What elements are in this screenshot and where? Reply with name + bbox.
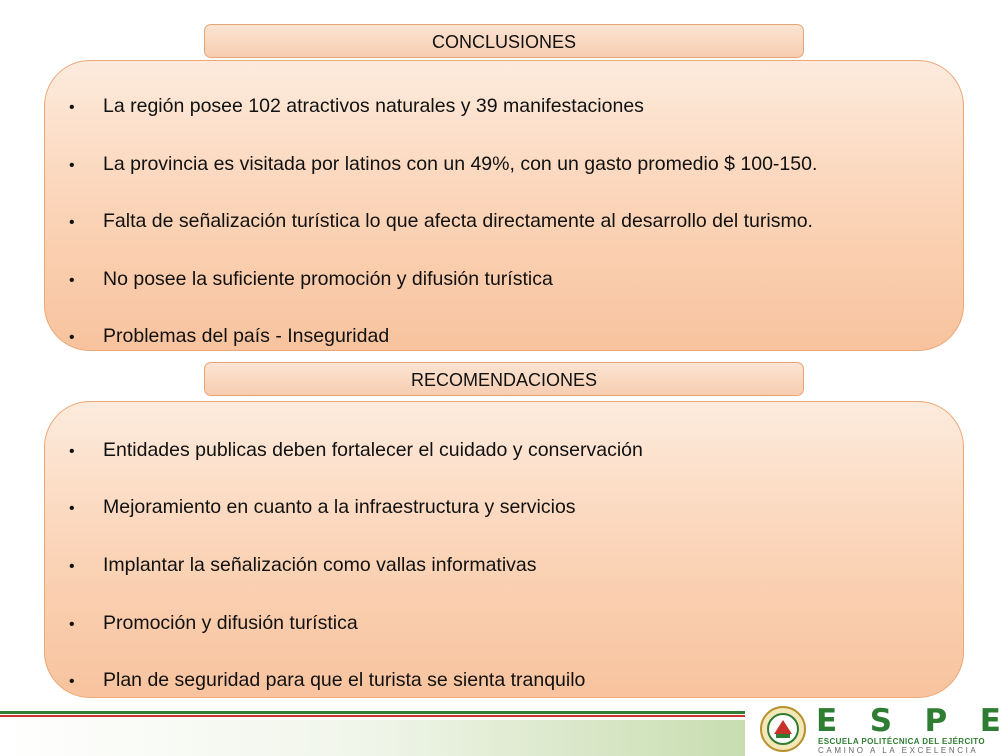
list-item-text: Implantar la señalización como vallas informativas <box>103 554 537 576</box>
bullet: • <box>69 673 75 690</box>
list-item-text: La provincia es visitada por latinos con un 49%, con un gasto promedio $ 100-150. <box>103 153 818 175</box>
footer-band <box>0 720 745 756</box>
recommendations-panel <box>44 401 964 698</box>
espe-institution-name: ESCUELA POLITÉCNICA DEL EJÉRCITO <box>818 737 986 746</box>
list-item <box>69 150 817 178</box>
bullet: • <box>69 272 75 289</box>
list-item <box>69 92 644 120</box>
conclusions-title: CONCLUSIONES <box>204 24 804 58</box>
bullet: • <box>69 616 75 633</box>
espe-motto: CAMINO A LA EXCELENCIA <box>818 746 979 755</box>
footer-divider-green <box>0 711 745 714</box>
list-item-text: No posee la suficiente promoción y difusión turística <box>103 268 553 290</box>
bullet: • <box>69 99 75 116</box>
list-item-text: Falta de señalización turística lo que afecta directamente al desarrollo del turismo. <box>103 210 813 232</box>
bullet: • <box>69 558 75 575</box>
list-item-text: Plan de seguridad para que el turista se sienta tranquilo <box>103 669 586 691</box>
list-item <box>69 551 537 579</box>
espe-letter: E <box>816 703 838 739</box>
list-item-text: Promoción y difusión turística <box>103 612 358 634</box>
list-item <box>69 493 576 521</box>
list-item-text: Entidades publicas deben fortalecer el cuidado y conservación <box>103 439 643 461</box>
list-item <box>69 207 813 235</box>
list-item <box>69 265 553 293</box>
footer-divider-red <box>0 715 745 717</box>
list-item <box>69 609 358 637</box>
espe-logo <box>752 704 1004 754</box>
list-item-text: Problemas del país - Inseguridad <box>103 325 390 347</box>
conclusions-panel <box>44 60 964 351</box>
bullet: • <box>69 329 75 346</box>
espe-letter: P <box>924 703 948 739</box>
list-item <box>69 436 643 464</box>
bullet: • <box>69 443 75 460</box>
university-seal-icon <box>760 706 806 752</box>
bullet: • <box>69 500 75 517</box>
recommendations-title: RECOMENDACIONES <box>204 362 804 396</box>
espe-wordmark <box>816 704 1001 738</box>
espe-letter: S <box>869 703 893 739</box>
list-item <box>69 666 585 694</box>
bullet: • <box>69 214 75 231</box>
list-item-text: La región posee 102 atractivos naturales y 39 manifestaciones <box>103 95 644 117</box>
list-item-text: Mejoramiento en cuanto a la infraestructura y servicios <box>103 496 576 518</box>
bullet: • <box>69 157 75 174</box>
list-item <box>69 322 389 350</box>
espe-letter: E <box>979 703 1001 739</box>
